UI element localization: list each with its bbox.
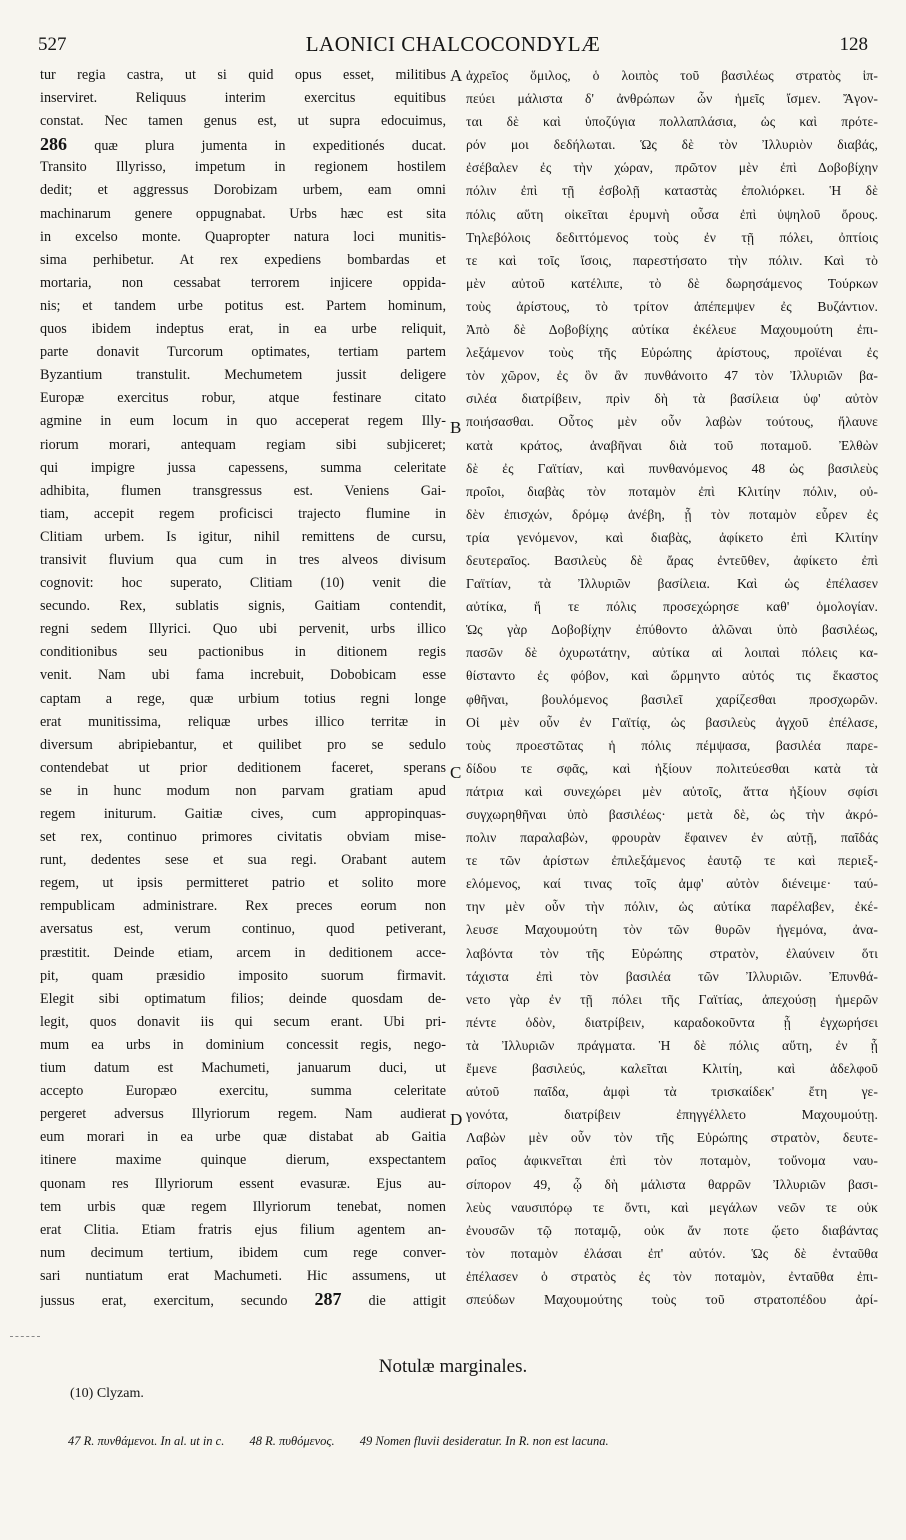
- greek-line: Ὡς γὰρ Δοβοβίχην ἐπύθοντο ἁλῶναι ὑπὸ βασιλέως,: [466, 622, 878, 638]
- latin-line: tur regia castra, ut si quid opus esset, militibus: [40, 67, 446, 83]
- latin-line: parte donavit Turcorum optimates, tertiam partem: [40, 344, 446, 361]
- greek-line: λεξάμενον τοὺς τῆς Εὐρώπης ἀρίστους, προϊέναι ἐς: [466, 345, 878, 361]
- greek-line: συγχωρηθῆναι ὑπὸ βασιλέως· μετὰ δὲ, ὡς τὴν ἀκρό-: [466, 807, 878, 822]
- greek-line: πέντε ὁδὸν, διατρίβειν, καραδοκοῦντα ᾗ ἐγχωρήσει: [466, 1014, 878, 1030]
- greek-line: πόλιν ἐπὶ τῇ ἐσβολῇ καταστὰς ἐπολιόρκει. Ἡ δὲ: [466, 183, 878, 199]
- greek-line: δευτεραῖος. Βασιλεὺς δὲ ἄρας ἐντεῦθεν, ἀφίκετο ἐπὶ: [466, 552, 878, 568]
- latin-line: agmine in eum locum in quo acceperat regem Illy-: [40, 413, 446, 430]
- greek-line: ἀχρεῖος ὅμιλος, ὁ λοιπὸς τοῦ βασιλέως στρατὸς ἱπ-: [466, 68, 878, 83]
- folio-marker: 286: [40, 134, 67, 155]
- latin-line: jussus erat, exercitum, secundo 287 die attigit: [40, 1288, 446, 1309]
- greek-line: πασῶν δὲ ὀχυρωτάτην, αὐτίκα αἱ λοιπαὶ πόλεις κα-: [466, 645, 878, 661]
- latin-line: num decimum tertium, ibidem cum rege conver-: [40, 1244, 446, 1261]
- greek-line: πολιν παραλαβὼν, φρουρὰν ἔφαινεν ἐν αὐτῇ, παῖδάς: [466, 830, 878, 846]
- greek-line: τοὺς ἀρίστους, τὸ τρίτον ἀπέπεμψεν ἐς Βυζάντιον.: [466, 298, 878, 314]
- latin-line: adhibita, flumen transgressus est. Veniens Gai-: [40, 482, 446, 499]
- latin-line: regni sedem Illyrici. Quo ubi pervenit, urbs illico: [40, 621, 446, 638]
- margin-letter-c: C: [450, 763, 462, 782]
- greek-line: τὰ Ἰλλυριῶν πράγματα. Ἡ δὲ πόλις αὕτη, ἐν ᾗ: [466, 1037, 878, 1053]
- latin-line: contendebat ut prior deditionem faceret, sperans: [40, 759, 446, 776]
- greek-line: ρόν μοι δεδήλωται. Ὡς δὲ τὸν Ἰλλυριὸν διαβάς,: [466, 137, 878, 153]
- latin-line: tium datum est Machumeti, januarum duci, ut: [40, 1060, 446, 1077]
- greek-line: νετο γὰρ ἐν τῇ πόλει τῆς Γαϊτίας, ἀπεχούσῃ ἡμερῶν: [466, 991, 878, 1007]
- latin-line: captam a rege, quæ urbium totius regni longe: [40, 690, 446, 707]
- greek-line: σπεύδων Μαχουμούτης τοὺς τοῦ στρατοπέδου ἀρί-: [466, 1291, 878, 1307]
- greek-line: τρία γενόμενον, καὶ διαβὰς, ἀφίκετο ἐπὶ Κλιτίην: [466, 529, 878, 545]
- latin-line: venit. Nam ubi fama increbuit, Dobobicam esse: [40, 667, 446, 684]
- margin-letter-b: B: [450, 418, 462, 437]
- page-number-right: 128: [839, 34, 868, 55]
- latin-line: sima perhibetur. At rex expediens bombardas et: [40, 251, 446, 268]
- greek-line: Γαϊτίαν, τὰ Ἰλλυριῶν βασίλεια. Καὶ ὡς ἐπέλασεν: [466, 576, 878, 592]
- latin-line: Clitiam urbem. Is igitur, nihil remittens de cursu,: [40, 528, 446, 545]
- latin-line: erat Clitia. Etiam fratris ejus filium agentem an-: [40, 1221, 446, 1238]
- greek-line: κατὰ κράτος, ἀναβῆναι διὰ τοῦ ποταμοῦ. Ἐλθὼν: [466, 437, 878, 453]
- greek-line: μὲν αὐτοῦ κατέλιπε, τὸ δὲ δωρησάμενος Τούρκων: [466, 275, 878, 291]
- latin-line: mortaria, non cessabat terrorem injicere oppida-: [40, 274, 446, 291]
- latin-footnote: (10) Clyzam.: [70, 1386, 144, 1401]
- greek-line: πάτρια καὶ συνεχώρει μὲν αὐτοῖς, ἅττα ἠξίουν σφίσι: [466, 783, 878, 799]
- latin-line: runt, dedentes sese et sua regi. Orabant autem: [40, 852, 446, 869]
- latin-line: dedit; et aggressus Dorobizam urbem, eam omni: [40, 182, 446, 199]
- greek-line: δὲ ἐς Γαϊτίαν, καὶ πυνθανόμενος 48 ὡς βασιλεὺς: [466, 460, 878, 476]
- latin-line: aversatus est, verum continuo, quod petiverant,: [40, 921, 446, 938]
- greek-line: λεὺς ναυσιπόρῳ τε ὄντι, καὶ μεγάλων νεῶν τε οὐκ: [466, 1199, 878, 1215]
- latin-line: set rex, continuo primores civitatis obviam mise-: [40, 829, 446, 846]
- greek-line: την μὲν οὖν τὴν πόλιν, ὡς αὐτίκα παρέλαβεν, ἐκέ-: [466, 899, 878, 915]
- running-title: LAONICI CHALCOCONDYLÆ: [305, 32, 601, 56]
- greek-line: ελόμενος, καί τινας τοῖς ἀμφ' αὐτὸν διένειμε· ταύ-: [466, 876, 878, 892]
- greek-line: σιλέα διατρίβειν, πρὶν δὴ τὰ βασίλεια ὑφ' αὐτὸν: [466, 391, 878, 407]
- latin-line: erat munitissima, reliquæ urbes illico territæ in: [40, 713, 446, 730]
- latin-line: nis; et tandem urbe potitus est. Partem hominum,: [40, 297, 446, 314]
- notes-heading: Notulæ marginales.: [378, 1356, 528, 1377]
- latin-line: Transito Illyrisso, impetum in regionem hostilem: [40, 159, 446, 176]
- latin-line: sari nuntiatum erat Machumeti. Hic assumens, ut: [40, 1267, 446, 1284]
- latin-line: machinarum genere oppugnabat. Urbs hæc est sita: [40, 205, 446, 222]
- latin-line: tiam, accepit regem proficisci trajecto flumine in: [40, 505, 446, 522]
- margin-rule: [10, 1336, 40, 1337]
- latin-line: riorum morari, antequam regiam sibi subjiceret;: [40, 436, 446, 453]
- greek-line: δὲν ἐπισχών, δρόμῳ ἀνέβη, ᾗ τὸν ποταμὸν εὗρεν ἐς: [466, 506, 878, 522]
- greek-line: τάχιστα ἐπὶ τὸν βασιλέα τῶν Ἰλλυριῶν. Ἐπυνθά-: [466, 968, 878, 984]
- latin-line: diversum abripiebantur, et quilibet pro se sedulo: [40, 736, 446, 753]
- greek-line: θίσταντο ἐς φόβον, καὶ ὥρμηντο αὐτός τις ἕκαστος: [466, 668, 878, 684]
- greek-line: ραῖος ἀφικνεῖται ἐπὶ τὸν ποταμὸν, τοὔνομα ναυ-: [466, 1153, 878, 1169]
- greek-line: τὸν ποταμὸν ἐλάσαι ἐπ' αὐτόν. Ὡς δὲ ἐνταῦθα: [466, 1245, 878, 1261]
- greek-line: γονότα, διατρίβειν ἐπηγγέλλετο Μαχουμούτῃ.: [466, 1107, 878, 1123]
- greek-line: τὸν χῶρον, ἐς ὃν ἂν πυνθάνοιτο 47 τὸν Ἰλλυριῶν βα-: [466, 368, 878, 384]
- latin-line: transivit fluvium qua cum in tres alveos divisum: [40, 551, 446, 568]
- latin-line: tem urbis quæ regem Illyriorum tenebat, nomen: [40, 1198, 446, 1215]
- greek-line: λευσε Μαχουμούτη τὸν τῶν θυρῶν ἡγεμόνα, ἀνα-: [466, 922, 878, 938]
- latin-line: secundo. Rex, sublatis signis, Gaitiam contendit,: [40, 598, 446, 615]
- margin-letter-d: D: [450, 1110, 463, 1129]
- greek-line: τοὺς προεστῶτας ἡ πόλις πέμψασα, βασιλέα παρε-: [466, 737, 878, 753]
- greek-column: [466, 64, 878, 1311]
- margin-letter-a: A: [450, 66, 463, 85]
- greek-line: ποιήσασθαι. Οὗτος μὲν οὖν λαβὼν τούτους, ἤλαυνε: [466, 414, 878, 430]
- latin-line: in excelso monte. Quapropter natura loci munitis-: [40, 228, 446, 245]
- greek-line: πεύει μάλιστα δ' ἀνθρώπων ὧν ἡμεῖς ἴσμεν. Ἄγον-: [466, 91, 878, 107]
- greek-line: ται δὲ καὶ ὑποζύγια πολλαπλάσια, ὡς καὶ πρότε-: [466, 114, 878, 130]
- latin-line: qui impigre jussa capessens, summa celeritate: [40, 459, 446, 476]
- greek-line: Οἱ μὲν οὖν ἐν Γαϊτίᾳ, ὡς βασιλεὺς ἀγχοῦ ἐπέλασε,: [466, 714, 878, 730]
- latin-line: regem initurum. Gaitiæ cives, cum appropinquas-: [40, 806, 446, 822]
- greek-line: προΐοι, διαβὰς τὸν ποταμὸν ἐπὶ Κλιτίην πόλιν, οὐ-: [466, 483, 878, 499]
- greek-line: τε τῶν ἀρίστων ἐπιλεξάμενος ἑαυτῷ τε καὶ περιεξ-: [466, 853, 878, 869]
- latin-line: eum morari in ea urbe quæ distabat ab Gaitia: [40, 1129, 446, 1146]
- latin-line: præstitit. Deinde etiam, arcem in deditionem acce-: [40, 944, 446, 961]
- latin-line: pergeret adversus Illyriorum regem. Nam audierat: [40, 1106, 446, 1123]
- greek-line: Λαβὼν μὲν οὖν τὸν τῆς Εὐρώπης στρατὸν, δευτε-: [466, 1130, 878, 1146]
- latin-line: Byzantium transtulit. Mechumetem jussit deligere: [40, 367, 446, 384]
- latin-line: Europæ exercitus robur, atque festinare citato: [40, 390, 446, 407]
- greek-line: αὐτοῦ παῖδα, ἀμφὶ τὰ τρισκαίδεκ' ἔτη γε-: [466, 1084, 878, 1100]
- greek-line: ἐσέβαλεν ἐς τὴν χώραν, πρῶτον μὲν ἐπὶ Δοβοβίχην: [466, 160, 878, 176]
- latin-line: quos ibidem indeptus erat, in ea urbe reliquit,: [40, 321, 446, 338]
- latin-line: quonam res Illyriorum essent evasuræ. Ejus au-: [40, 1175, 446, 1192]
- greek-line: σίπορον 49, ᾧ δὴ μάλιστα θαρρῶν Ἰλλυριῶν βασι-: [466, 1176, 878, 1192]
- latin-line: rempublicam administrare. Rex preces eorum non: [40, 898, 446, 915]
- latin-line: pit, quam præsidio imposito suorum firmavit.: [40, 967, 446, 984]
- latin-column: [40, 64, 446, 1311]
- greek-footnote-48: 48 R. πυθόμενος.: [249, 1434, 335, 1448]
- greek-footnote-49: 49 Nomen fluvii desideratur. In R. non est lacuna.: [359, 1434, 609, 1448]
- greek-line: τε καὶ τοῖς ἴσοις, παρεστήσατο τὴν πόλιν. Καὶ τὸ: [466, 252, 878, 268]
- page-number-left: 527: [38, 34, 67, 55]
- greek-line: φθῆναι, βουλόμενος βασιλεῖ χαρίζεσθαι προσχωρῶν.: [466, 691, 878, 707]
- latin-line: mum ea urbs in dominium concessit regis, nego-: [40, 1036, 446, 1053]
- greek-line: δίδου τε σφᾶς, καὶ ἠξίουν πολιτεύεσθαι κατὰ τὰ: [466, 760, 878, 776]
- latin-line: se in hunc modum non parvam gratiam apud: [40, 782, 446, 799]
- greek-line: πόλις αὕτη οἰκεῖται ἐρυμνὴ οὖσα ἐπὶ ὑψηλοῦ ὄρους.: [466, 206, 878, 222]
- greek-line: ἐνουσῶν τῷ ποταμῷ, οὐκ ἄν ποτε ᾤετο διαβάντας: [466, 1222, 878, 1238]
- greek-line: ἐπέλασεν ὁ στρατὸς ἐς τὸν ποταμὸν, ἐνταῦθα ἐπι-: [466, 1268, 878, 1284]
- latin-line: conditionibus seu pactionibus in ditionem regis: [40, 644, 446, 661]
- greek-line: αὐτίκα, ἥ τε πόλις προσεχώρησε καθ' ὁμολογίαν.: [466, 599, 878, 615]
- greek-footnotes: [68, 1434, 878, 1449]
- greek-footnote-47: 47 R. πυνθάμενοι. In al. ut in c.: [68, 1434, 225, 1448]
- latin-line: Elegit sibi optimatum filios; deinde quosdam de-: [40, 990, 446, 1007]
- greek-line: ἔμενε βασιλεύς, καλεῖται Κλιτίη, καὶ ἀδελφοῦ: [466, 1061, 878, 1077]
- folio-marker: 287: [314, 1288, 342, 1309]
- latin-line: constat. Nec tamen genus est, ut supra edocuimus,: [40, 113, 446, 130]
- latin-line: cognovit: hoc superato, Clitiam (10) venit die: [40, 575, 446, 592]
- greek-line: λαβόντα τὸν τῆς Εὐρώπης στρατὸν, ἐλαύνειν ὅτι: [466, 945, 878, 961]
- latin-line: 286 quæ plura jumenta in expeditionés ducat.: [40, 134, 446, 155]
- latin-line: regem, ut ipsis permitteret patrio et solito more: [40, 875, 446, 892]
- greek-line: Ἀπὸ δὲ Δοβοβίχης αὐτίκα ἐκέλευε Μαχουμούτη ἐπι-: [466, 322, 878, 338]
- latin-line: inserviret. Reliquus interim exercitus equitibus: [40, 90, 446, 107]
- latin-line: accepto Europæo exercitu, summa celeritate: [40, 1083, 446, 1100]
- latin-line: itinere maxime quinque dierum, exspectantem: [40, 1152, 446, 1169]
- latin-line: legit, quos donavit iis qui secum erant. Ubi pri-: [40, 1013, 446, 1030]
- greek-line: Τηλεβόλοις δεδιττόμενος τοὺς ἐν τῇ πόλει, ὀπτίοις: [466, 229, 878, 245]
